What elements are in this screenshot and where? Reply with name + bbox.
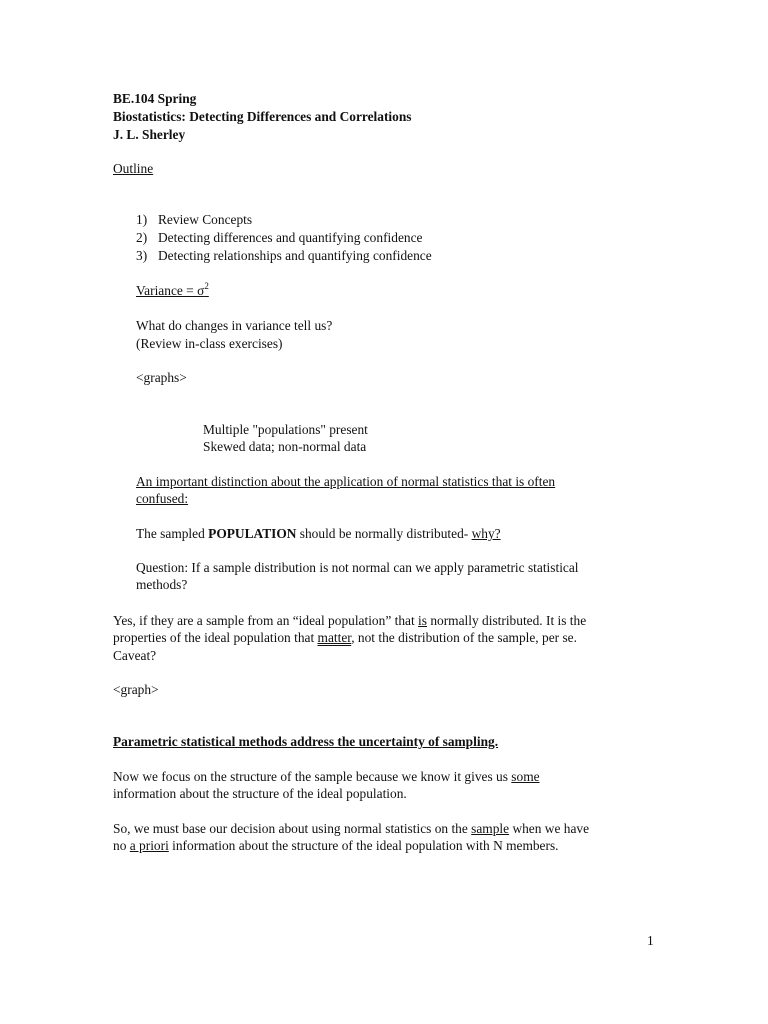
decision-text: when we have bbox=[509, 821, 590, 836]
parametric-heading: Parametric statistical methods address the uncertainty of sampling. bbox=[113, 734, 499, 749]
answer-text: Yes, if they are a sample from an “ideal population” that bbox=[113, 613, 419, 628]
distinction-line-1: An important distinction about the application of normal statistics that is often bbox=[136, 474, 556, 489]
author-name: J. L. Sherley bbox=[113, 127, 186, 142]
population-emphasis: POPULATION bbox=[208, 526, 297, 541]
outline-item-number: 3) bbox=[136, 248, 148, 263]
outline-item-number: 2) bbox=[136, 230, 148, 245]
outline-item-text: Detecting relationships and quantifying confidence bbox=[158, 248, 432, 263]
emphasis-sample: sample bbox=[471, 821, 510, 836]
graph-note-1: Multiple "populations" present bbox=[203, 422, 368, 437]
question-line-2: methods? bbox=[136, 577, 188, 592]
emphasis-matter: matter bbox=[317, 630, 352, 645]
emphasis-is: is bbox=[418, 613, 427, 628]
variance-question-note: (Review in-class exercises) bbox=[136, 336, 283, 351]
focus-text: Now we focus on the structure of the sample because we know it gives us bbox=[113, 769, 512, 784]
outline-heading: Outline bbox=[113, 161, 154, 176]
outline-item-text: Detecting differences and quantifying confidence bbox=[158, 230, 423, 245]
why-question: why? bbox=[471, 526, 501, 541]
answer-line-2 bbox=[113, 629, 577, 647]
statement-prefix: The sampled bbox=[136, 526, 209, 541]
decision-text: no bbox=[113, 838, 130, 853]
graph-note-2: Skewed data; non-normal data bbox=[203, 439, 367, 454]
focus-line-2: information about the structure of the ideal population. bbox=[113, 786, 407, 801]
statement-middle: should be normally distributed- bbox=[296, 526, 472, 541]
decision-line-2 bbox=[113, 837, 559, 855]
graph-placeholder: <graph> bbox=[113, 682, 159, 697]
outline-item-3 bbox=[136, 247, 432, 265]
decision-text: information about the structure of the ideal population with N members. bbox=[168, 838, 559, 853]
sampled-population-statement bbox=[136, 525, 501, 543]
outline-item-1 bbox=[136, 211, 252, 229]
document-title: Biostatistics: Detecting Differences and Correlations bbox=[113, 109, 412, 124]
caveat-question: Caveat? bbox=[113, 648, 157, 663]
answer-line-1 bbox=[113, 612, 586, 630]
decision-line-1 bbox=[113, 820, 589, 838]
focus-line-1 bbox=[113, 768, 540, 786]
outline-item-number: 1) bbox=[136, 212, 148, 227]
variance-exponent: 2 bbox=[204, 280, 209, 291]
answer-text: normally distributed. It is the bbox=[426, 613, 587, 628]
page-number: 1 bbox=[647, 933, 654, 948]
emphasis-some: some bbox=[511, 769, 540, 784]
distinction-line-2: confused: bbox=[136, 491, 189, 506]
decision-text: So, we must base our decision about using normal statistics on the bbox=[113, 821, 472, 836]
variance-label: Variance = σ bbox=[136, 283, 205, 298]
graphs-placeholder: <graphs> bbox=[136, 370, 187, 385]
variance-question: What do changes in variance tell us? bbox=[136, 318, 333, 333]
variance-formula bbox=[136, 282, 209, 300]
outline-item-text: Review Concepts bbox=[158, 212, 253, 227]
question-line-1: Question: If a sample distribution is not normal can we apply parametric statistical bbox=[136, 560, 579, 575]
answer-text: , not the distribution of the sample, per se. bbox=[351, 630, 577, 645]
course-code: BE.104 Spring bbox=[113, 91, 197, 106]
outline-item-2 bbox=[136, 229, 422, 247]
answer-text: properties of the ideal population that bbox=[113, 630, 318, 645]
emphasis-a-priori: a priori bbox=[129, 838, 169, 853]
